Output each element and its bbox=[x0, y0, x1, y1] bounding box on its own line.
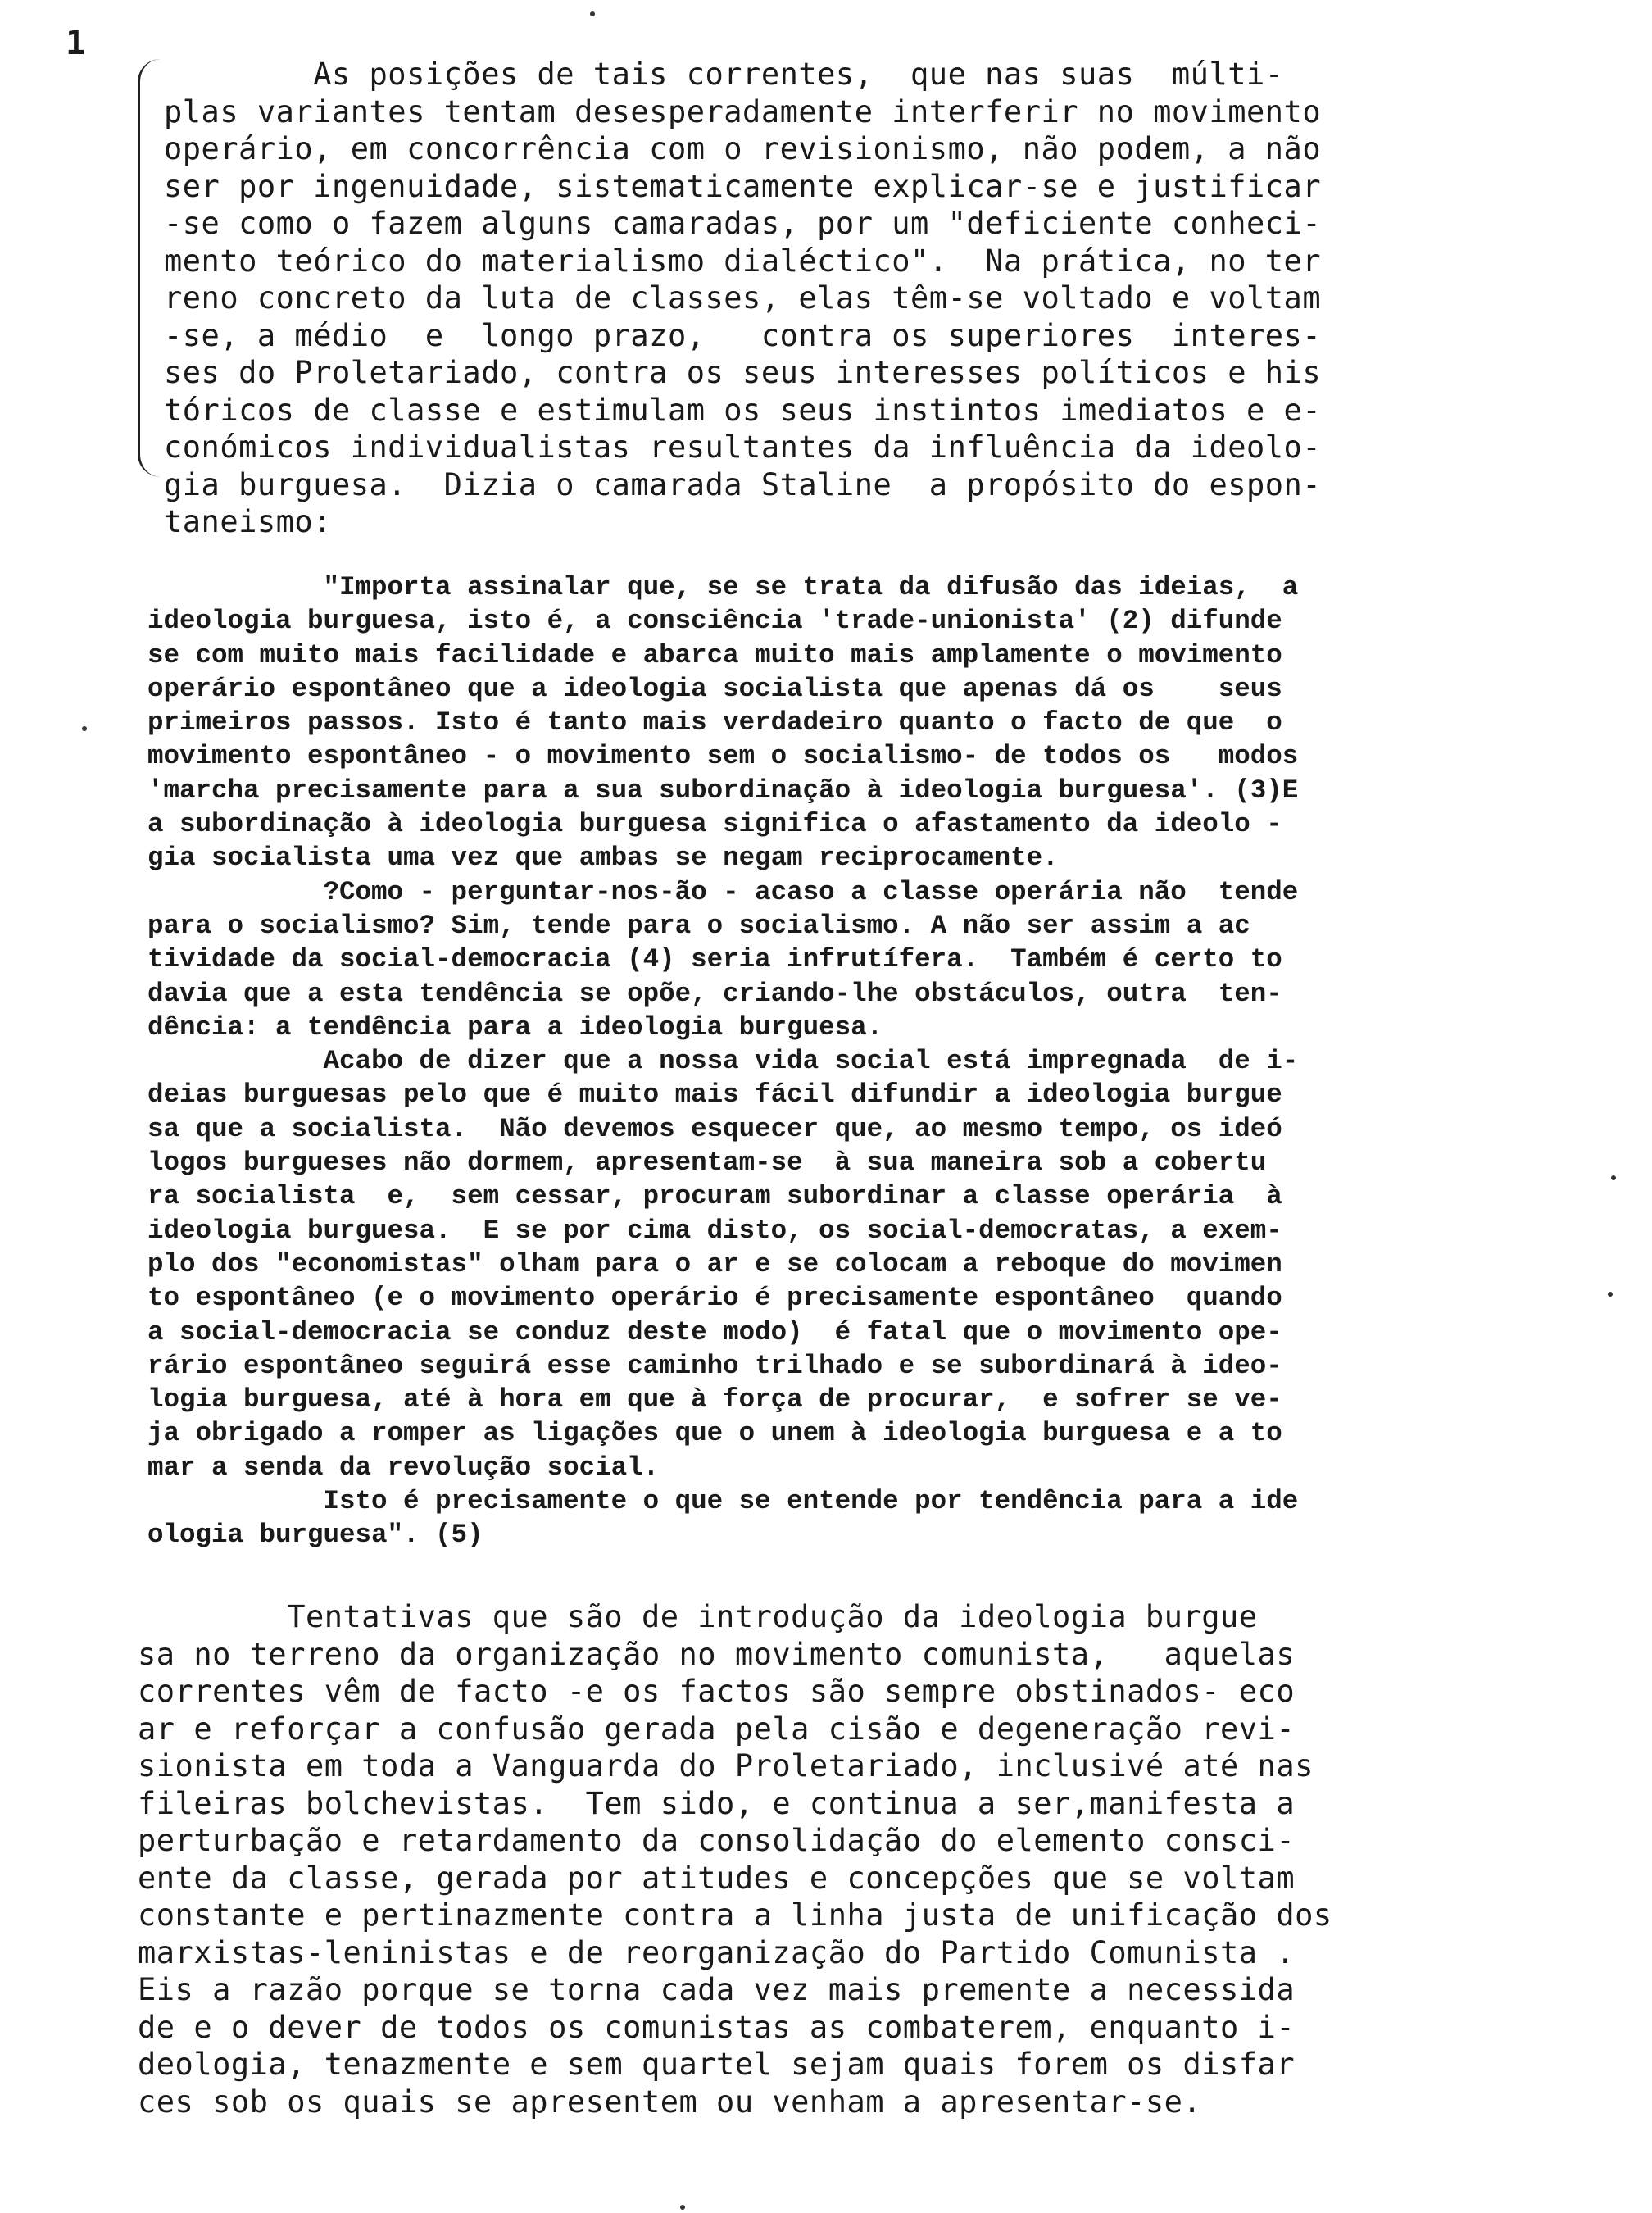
scan-speck bbox=[590, 11, 595, 16]
page-number: 1 bbox=[66, 25, 86, 62]
margin-bracket bbox=[138, 59, 163, 477]
stalin-quotation: "Importa assinalar que, se se trata da difusão das ideias, a ideologia burguesa, isto é, a consciência 'trade-unionista' (2) difunde se com muito mais facilidade e abarca muito mais amplamente o movimento operário espontâneo que a ideologia socialista que apenas dá os seus primeiros passos. Isto é tanto mais verdadeiro quanto o facto de que o movimento espontâneo - o movimento sem o socialismo- de todos os modos 'marcha precisamente para a sua subordinação à ideologia burguesa'. (3)E a subordinação à ideologia burguesa significa o afastamento da ideolo - gia socialista uma vez que ambas se negam reciprocamente. ?Como - perguntar-nos-ão - acaso a classe operária não tende para o socialismo? Sim, tende para o socialismo. A não ser assim a ac tividade da social-democracia (4) seria infrutífera. Também é certo to davia que a esta tendência se opõe, criando-lhe obstáculos, outra ten- dência: a tendência para a ideologia burguesa. Acabo de dizer que a nossa vida social está impregnada de i- deias burguesas pelo que é muito mais fácil difundir a ideologia burgue sa que a socialista. Não devemos esquecer que, ao mesmo tempo, os ideó logos burgueses não dormem, apresentam-se à sua maneira sob a cobertu ra socialista e, sem cessar, procuram subordinar a classe operária à ideologia burguesa. E se por cima disto, os social-democratas, a exem- plo dos "economistas" olham para o ar e se colocam a reboque do movimen to espontâneo (e o movimento operário é precisamente espontâneo quando a social-democracia se conduz deste modo) é fatal que o movimento ope- rário espontâneo seguirá esse caminho trilhado e se subordinará à ideo- logia burguesa, até à hora em que à força de procurar, e sofrer se ve- ja obrigado a romper as ligações que o unem à ideologia burguesa e a to mar a senda da revolução social. Isto é precisamente o que se entende por tendência para a ide ologia burguesa". (5) bbox=[148, 572, 1299, 1551]
scan-speck bbox=[1611, 1175, 1616, 1180]
scan-speck bbox=[82, 726, 87, 731]
scan-speck bbox=[1608, 1292, 1613, 1297]
scan-speck bbox=[680, 2205, 685, 2210]
intro-paragraph: As posições de tais correntes, que nas suas múlti- plas variantes tentam desesperadamente interferir no movimento operário, em concorrência com o revisionismo, não podem, a não ser por ingenuidade, sistematicamente explicar-se e justificar -se como o fazem alguns camaradas, por um "deficiente conheci- mento teórico do materialismo dialéctico". Na prática, no ter reno concreto da luta de classes, elas têm-se voltado e voltam -se, a médio e longo prazo, contra os superiores interes- ses do Proletariado, contra os seus interesses políticos e his tóricos de classe e estimulam os seus instintos imediatos e e- conómicos individualistas resultantes da influência da ideolo- gia burguesa. Dizia o camarada Staline a propósito do espon- taneismo: bbox=[164, 57, 1322, 539]
closing-paragraph: Tentativas que são de introdução da ideologia burgue sa no terreno da organização no movimento comunista, aquelas correntes vêm de facto -e os factos são sempre obstinados- eco ar e reforçar a confusão gerada pela cisão e degeneração revi- sionista em toda a Vanguarda do Proletariado, inclusivé até nas fileiras bolchevistas. Tem sido, e continua a ser,manifesta a perturbação e retardamento da consolidação do elemento consci- ente da classe, gerada por atitudes e concepções que se voltam constante e pertinazmente contra a linha justa de unificação dos marxistas-leninistas e de reorganização do Partido Comunista . Eis a razão porque se torna cada vez mais premente a necessida de e o dever de todos os comunistas as combaterem, enquanto i- deologia, tenazmente e sem quartel sejam quais forem os disfar ces sob os quais se apresentem ou venham a apresentar-se. bbox=[138, 1599, 1332, 2120]
